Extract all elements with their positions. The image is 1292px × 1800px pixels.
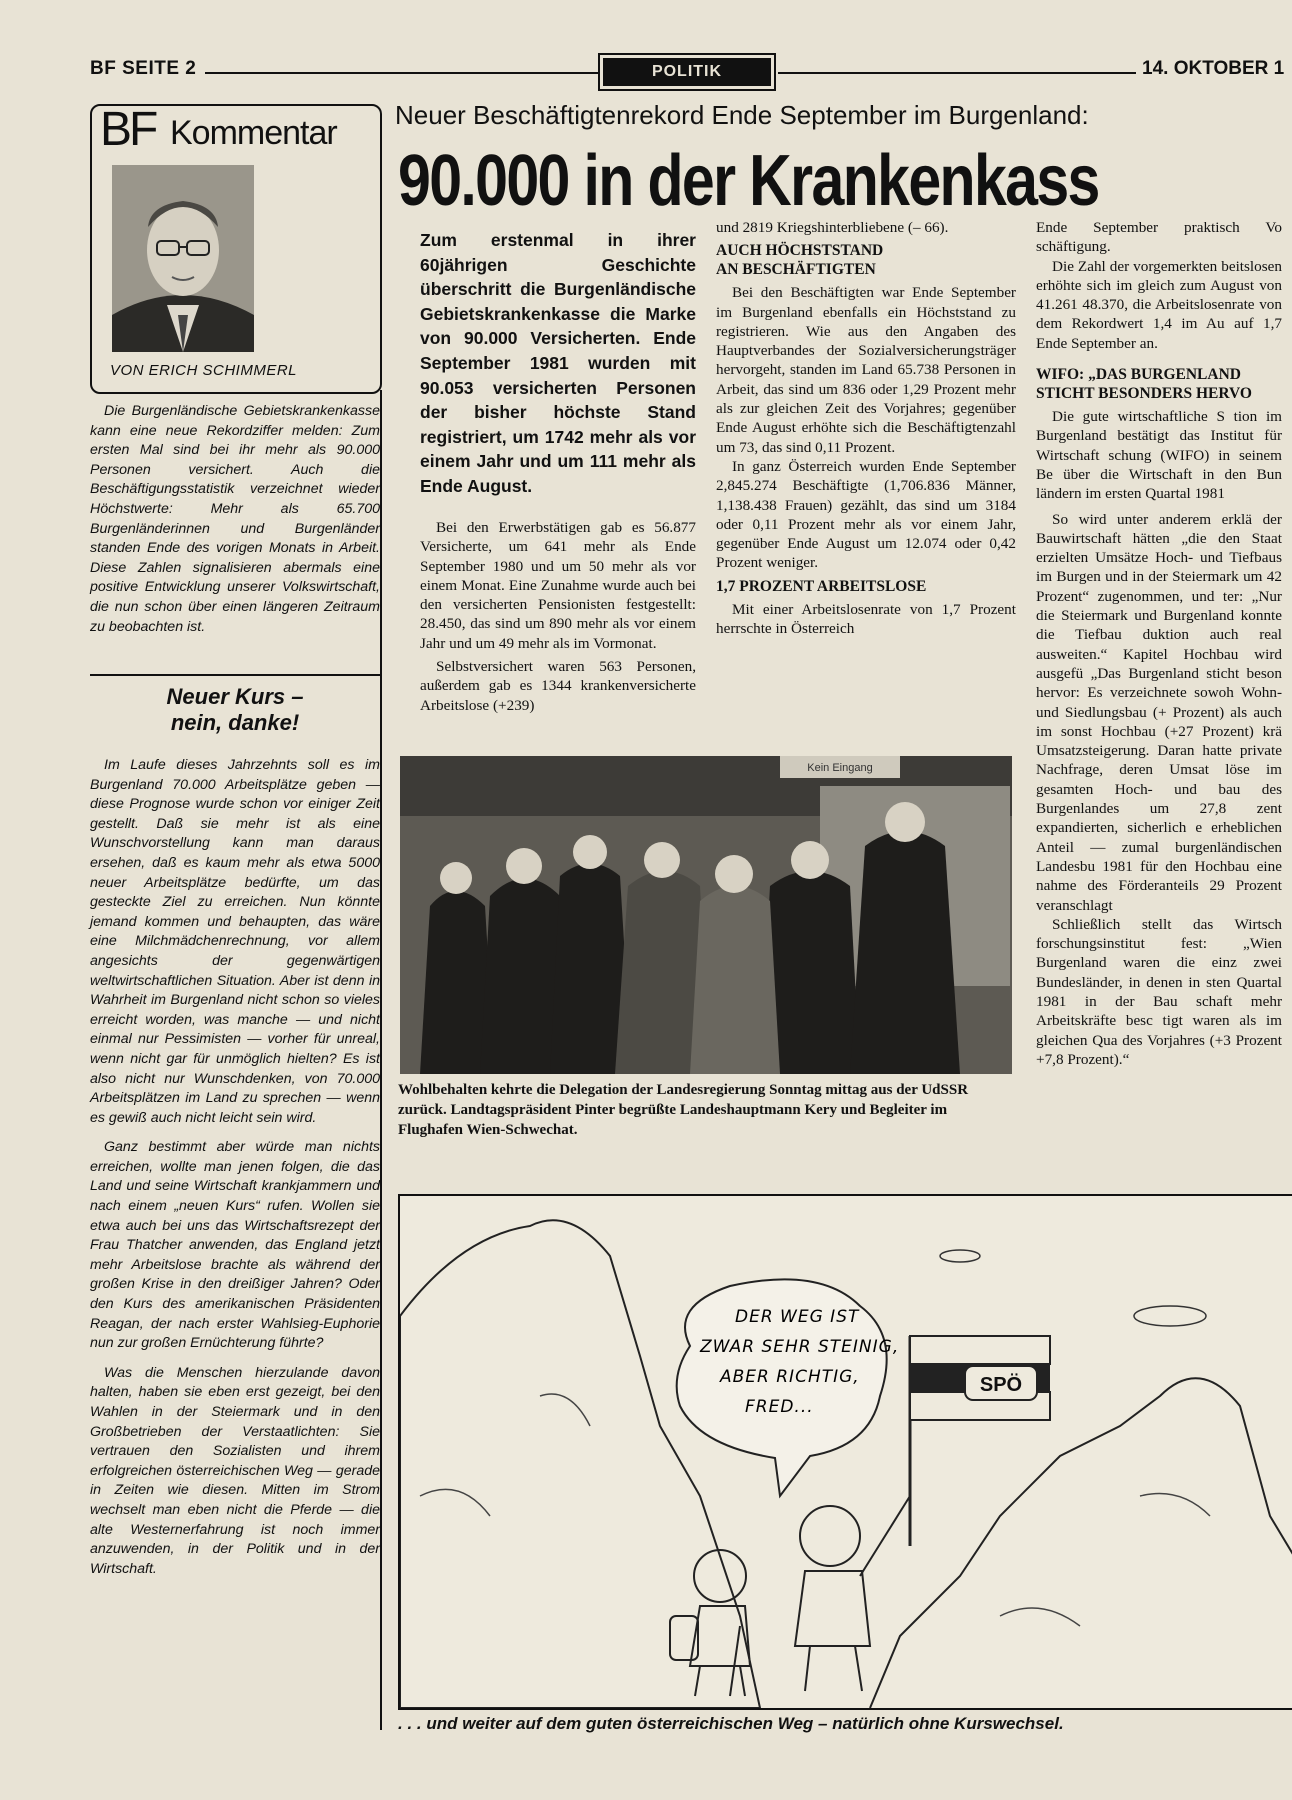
commentary-paragraph: Im Laufe dieses Jahrzehnts soll es im Burgenland 70.000 Arbeitsplätze geben — diese Prognose wurde schon vor einiger Zeit gestellt. Daß sie mehr ist als eine Wunschvorstellung kann man daraus ersehen, daß es kaum mehr als etwa 5000 neuer Arbeitsplätze bedürfte, um das gesteckte Ziel zu erreichen. Nun könnte jemand kommen und behaupten, das wäre eine Milchmädchenrechnung, vor allem angesichts der gegenwärtigen weltwirtschaftlichen Situation. Aber ist denn in Wahrheit im Burgenland nicht schon so vieles erreicht worden, was manche — und nicht einmal nur Pessimisten — vorher für unreal, wenn nicht gar für unmöglich hielten? Es ist also nicht nur Wunschdenken, von 70.000 Arbeitsplätzen im Land zu sprechen — wenn es gewiß auch nicht leicht sein wird. xyxy=(90,757,380,1126)
article-paragraph: Ende September praktisch Vo schäftigung. xyxy=(1036,219,1282,256)
header-rule-left xyxy=(205,72,600,74)
column-rule xyxy=(380,390,382,1730)
article-paragraph: Mit einer Arbeitslosenrate von 1,7 Prozent herrschte in Österreich xyxy=(716,600,1016,638)
commentary-intro-text: Die Burgenländische Gebietskrankenkasse kann eine neue Rekordziffer melden: Zum ersten Mal sind bei ihr mehr als 90.000 Personen versichert. Auch die Beschäftigungsstatistik verzeichnet wieder Höchstwerte: Mehr als 65.700 Burgenländerinnen und Burgenländer standen Ende des vorigen Monats in Arbeit. Diese Zahlen signalisieren abermals eine positive Entwicklung unserer Volkswirtschaft, die nun schon über einen längeren Zeitraum zu beobachten ist. xyxy=(90,403,380,635)
commentary-heading-line1: Neuer Kurs – xyxy=(166,684,304,709)
commentary-logo-word: Kommentar xyxy=(170,114,337,152)
article-paragraph: Die Zahl der vorgemerkten beitslosen erhöhte sich im gleich zum August von 41.261 48.370, die Arbeitslosenrate von dem Rekordwert 1,4 im Au auf 1,7 Ende September an. xyxy=(1036,257,1282,352)
article-paragraph: und 2819 Kriegshinterbliebene (– 66). xyxy=(716,219,949,236)
commentary-heading-line2: nein, danke! xyxy=(170,710,300,735)
photo-sign: Kein Eingang xyxy=(807,762,873,774)
article-paragraph: In ganz Österreich wurden Ende September 2,845.274 Beschäftigte (1,706.836 Männer, 1,138.438 Frauen) gezählt, das sind um 3184 oder 0,11 Prozent mehr als vor einem Jahr, gegenüber Ende August um 12.074 oder 0,42 Prozent weniger. xyxy=(716,457,1016,572)
cartoon-caption: . . . und weiter auf dem guten österreichischen Weg – natürlich ohne Kurswechsel. xyxy=(398,1714,1064,1733)
article-column-4 xyxy=(1036,218,1282,1069)
bubble-line-4: FRED... xyxy=(745,1397,814,1417)
bubble-line-2: ZWAR SEHR STEINIG, xyxy=(700,1337,900,1357)
article-column-2 xyxy=(420,518,696,715)
political-cartoon xyxy=(398,1194,1292,1710)
commentary-heading xyxy=(90,684,380,736)
article-lead: Zum erstenmal in ihrer 60jährigen Geschichte überschritt die Burgenländische Gebietskrankenkasse die Marke von 90.000 Versicherten. Ende September 1981 wurden mit 90.053 versicherten Personen der bisher höchste Stand registriert, um 1742 mehr als vor einem Jahr und um 111 mehr als Ende August. xyxy=(420,230,696,496)
delegation-photo xyxy=(400,756,1012,1074)
header-rule-right xyxy=(778,72,1136,74)
commentary-divider xyxy=(90,674,380,676)
cartoon-drawing xyxy=(400,1196,1292,1708)
article-kicker: Neuer Beschäftigtenrekord Ende September im Burgenland: xyxy=(395,100,1089,130)
photo-illustration xyxy=(400,756,1012,1074)
article-headline: 90.000 in der Krankenkass xyxy=(398,141,1099,221)
page-number: BF SEITE 2 xyxy=(90,58,197,79)
subheading-wifo xyxy=(1036,365,1282,403)
commentary-body xyxy=(90,756,380,1589)
photo-caption: Wohlbehalten kehrte die Delegation der Landesregierung Sonntag mittag aus der UdSSR zurück. Landtagspräsident Pinter begrüßte Landeshauptmann Kery und Begleiter im Flughafen Wien-Schwechat. xyxy=(398,1082,969,1138)
commentary-byline: VON ERICH SCHIMMERL xyxy=(110,362,298,379)
section-label: POLITIK xyxy=(603,58,771,86)
subheading-line: AN BESCHÄFTIGTEN xyxy=(716,261,876,279)
commentary-paragraph: Was die Menschen hierzulande davon halten, haben sie eben erst gezeigt, bei den Wahlen in der Steiermark und in den Großbetrieben der Verstaatlichten: Sie vertrauen den Sozialisten und ihrem erfolgreichen österreichischen Weg — gerade in Zeiten wie diesen. Mitten im Strom wechselt man eben nicht die Pferde — die alte Westernerfahrung ist noch immer anzuwenden, in der Politik und in der Wirtschaft. xyxy=(90,1364,380,1577)
bubble-line-1: DER WEG IST xyxy=(735,1307,860,1327)
subheading-line: AUCH HÖCHSTSTAND xyxy=(716,242,884,260)
article-paragraph: Selbstversichert waren 563 Personen, außerdem gab es 1344 krankenversicherte Arbeitslose (+239) xyxy=(420,658,696,714)
commentary-intro xyxy=(90,402,380,647)
article-column-3 xyxy=(716,218,1016,638)
article-paragraph: Bei den Erwerbstätigen gab es 56.877 Versicherte, um 641 mehr als Ende September 1980 und um 50 mehr als vor einem Monat. Eine Zunahme wurde auch bei den versicherten Pensionisten festgestellt: 28.450, das sind um 890 mehr als vor einem Jahr und um 49 mehr als im Vormonat. xyxy=(420,519,696,652)
article-paragraph: Die gute wirtschaftliche S tion im Burgenland bestätigt das Institut für Wirtschaft schung (WIFO) in seinem Be über die Wirtschaft in den Bun ländern im ersten Quartal 1981 xyxy=(1036,408,1282,503)
article-paragraph: Bei den Beschäftigten war Ende September im Burgenland ebenfalls ein Höchststand zu registrieren. Wie aus den Angaben des Hauptverbandes der Sozialversicherungsträger hervorgeht, standen im Land 65.738 Personen in Arbeit, das sind um 836 oder 1,29 Prozent mehr als zur gleichen Zeit des Vorjahres; gegenüber Ende August erhöhte sich die Beschäftigtenzahl um 73, das sind 0,11 Prozent. xyxy=(716,284,1016,456)
article-paragraph: So wird unter anderem erklä der Bauwirtschaft hätten „die den Staat erzielten Umsätze Hoch- und Tiefbaus im Burgen und in der Steiermark um 42 Prozent“ zugenommen, und ter: „Nur die Steiermark und Burgenland konnte die Tiefbau duktion auch real ausweiten.“ Kapitel Hochbau wird ausgefü „Das Burgenland sticht beson hervor: Es verzeichnete sowoh Wohn- und Siedlungsbau (+ Prozent) als auch im sonst Hochbau (+27 Prozent) krä Umsatzsteigerung. Daran hatte private Nachfrage, deren Umsat löse im gesamten Hoch- und bau des Burgenlandes um 27,8 zent expandierten, sicherlich e erheblichen Anteil — zumal burgenländischen Landesbu 1981 für den Hochbau eine nahme des Förderanteils 29 Prozent veranschlagt xyxy=(1036,510,1282,914)
flag-label: SPÖ xyxy=(979,1374,1023,1396)
subheading-hoechststand xyxy=(716,241,1016,279)
subheading-line: STICHT BESONDERS HERVO xyxy=(1036,385,1252,403)
subheading-line: WIFO: „DAS BURGENLAND xyxy=(1036,366,1241,384)
subheading-arbeitslose: 1,7 PROZENT ARBEITSLOSE xyxy=(716,577,927,595)
bubble-line-3: ABER RICHTIG, xyxy=(720,1367,860,1387)
issue-date: 14. OKTOBER 1 xyxy=(1142,58,1285,79)
commentary-paragraph: Ganz bestimmt aber würde man nichts erreichen, wollte man jenen folgen, die das Land und seine Wirtschaft krankjammern und nach einem „neuen Kurs“ rufen. Wollen sie etwa auch bei uns das Wirtschaftsrezept der Frau Thatcher anwenden, das England jetzt mehr Arbeitslose brachte als während der großen Krise in den dreißiger Jahren? Oder den Kurs des amerikanischen Präsidenten Reagan, der nach erster Wahlsieg-Euphorie nun zur großen Ernüchterung führte? xyxy=(90,1139,380,1352)
article-paragraph: Schließlich stellt das Wirtsch forschungsinstitut fest: „Wien Burgenland waren die einz zwei Bundesländer, in denen in sten Quartal 1981 in der Bau schaft mehr Arbeitskräfte besc tigt waren als im gleichen Qua des Vorjahres (+3 Prozent +7,8 Prozent).“ xyxy=(1036,915,1282,1068)
portrait-illustration xyxy=(112,165,254,352)
author-portrait xyxy=(112,165,254,352)
commentary-logo-bf: BF xyxy=(100,103,156,156)
